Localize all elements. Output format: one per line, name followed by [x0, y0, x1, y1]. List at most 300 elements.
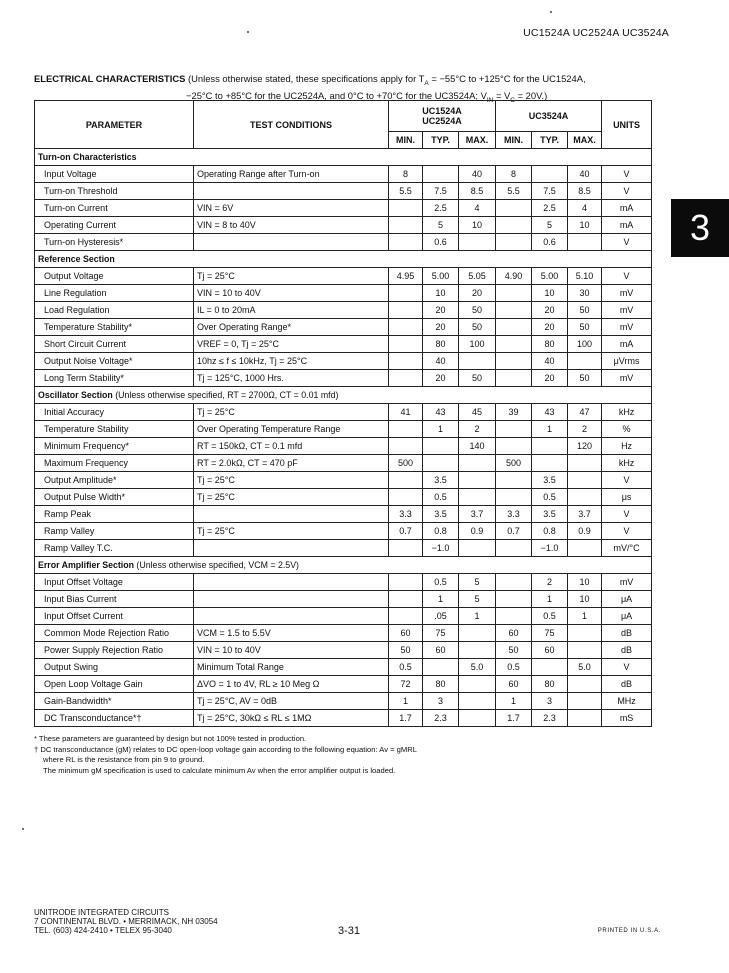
table-row	[35, 608, 652, 625]
footnote-gm: The minimum gM specification is used to calculate minimum Av when the error amplifier output is loaded.	[43, 765, 396, 775]
value-cell: 3.5	[532, 506, 568, 523]
value-cell: 80	[423, 676, 459, 693]
units-cell: μA	[602, 591, 652, 608]
value-cell	[389, 472, 423, 489]
value-cell: 40	[459, 166, 496, 183]
value-cell	[496, 200, 532, 217]
printed-in: PRINTED IN U.S.A.	[597, 928, 661, 934]
value-cell: 50	[389, 642, 423, 659]
parameter-cell: Maximum Frequency	[35, 455, 194, 472]
parameter-cell: Temperature Stability*	[35, 319, 194, 336]
value-cell	[496, 591, 532, 608]
value-cell: 45	[459, 404, 496, 421]
value-cell: 10	[568, 574, 602, 591]
value-cell	[568, 472, 602, 489]
value-cell: 10	[568, 217, 602, 234]
section-header-row	[35, 149, 652, 166]
value-cell: 2	[568, 421, 602, 438]
units-cell: Hz	[602, 438, 652, 455]
parameter-cell: Operating Current	[35, 217, 194, 234]
table-row	[35, 472, 652, 489]
value-cell: 20	[423, 319, 459, 336]
footnotes	[34, 734, 417, 776]
value-cell: 50	[568, 302, 602, 319]
value-cell	[389, 200, 423, 217]
value-cell: 50	[496, 642, 532, 659]
value-cell: 20	[532, 302, 568, 319]
value-cell: 1.7	[496, 710, 532, 727]
value-cell: 50	[568, 370, 602, 387]
parameter-cell: Input Bias Current	[35, 591, 194, 608]
value-cell: 1	[568, 608, 602, 625]
value-cell: 0.9	[568, 523, 602, 540]
section-title: Oscillator Section (Unless otherwise specified, RT = 2700Ω, CT = 0.01 mfd)	[35, 387, 652, 404]
header-parameter: PARAMETER	[35, 101, 194, 149]
parameter-cell: Turn-on Current	[35, 200, 194, 217]
table-row	[35, 710, 652, 727]
value-cell	[423, 659, 459, 676]
value-cell: 10	[568, 591, 602, 608]
value-cell: 5	[532, 217, 568, 234]
value-cell: 10	[532, 285, 568, 302]
units-cell: mA	[602, 200, 652, 217]
value-cell: 7.5	[532, 183, 568, 200]
value-cell	[568, 693, 602, 710]
value-cell: 50	[568, 319, 602, 336]
value-cell: 2	[459, 421, 496, 438]
test-condition-cell	[194, 506, 389, 523]
value-cell: 0.5	[423, 489, 459, 506]
table-row	[35, 574, 652, 591]
value-cell	[389, 319, 423, 336]
table-row	[35, 183, 652, 200]
table-row	[35, 523, 652, 540]
units-cell: MHz	[602, 693, 652, 710]
test-condition-cell: Tj = 25°C	[194, 268, 389, 285]
units-cell: mV	[602, 285, 652, 302]
value-cell: 80	[532, 676, 568, 693]
value-cell: 4.95	[389, 268, 423, 285]
units-cell: V	[602, 268, 652, 285]
units-cell: V	[602, 506, 652, 523]
value-cell	[459, 693, 496, 710]
test-condition-cell: VREF = 0, Tj = 25°C	[194, 336, 389, 353]
value-cell: 5.00	[423, 268, 459, 285]
value-cell: 500	[496, 455, 532, 472]
value-cell: 100	[459, 336, 496, 353]
value-cell: 0.8	[532, 523, 568, 540]
table-row	[35, 421, 652, 438]
value-cell	[532, 659, 568, 676]
value-cell	[496, 540, 532, 557]
value-cell: 72	[389, 676, 423, 693]
units-cell: V	[602, 523, 652, 540]
test-condition-cell: Tj = 25°C	[194, 523, 389, 540]
table-row	[35, 540, 652, 557]
value-cell	[532, 438, 568, 455]
test-condition-cell: Tj = 25°C	[194, 404, 389, 421]
value-cell	[389, 574, 423, 591]
value-cell	[389, 217, 423, 234]
value-cell: 3.7	[459, 506, 496, 523]
parameter-cell: Turn-on Threshold	[35, 183, 194, 200]
parameter-cell: Minimum Frequency*	[35, 438, 194, 455]
value-cell	[389, 370, 423, 387]
header-typ: TYP.	[532, 132, 568, 149]
value-cell: 0.9	[459, 523, 496, 540]
parameter-cell: Input Offset Current	[35, 608, 194, 625]
value-cell: 0.5	[532, 608, 568, 625]
value-cell	[568, 353, 602, 370]
value-cell: 3	[532, 693, 568, 710]
value-cell: 8.5	[568, 183, 602, 200]
units-cell: dB	[602, 625, 652, 642]
value-cell: 5.05	[459, 268, 496, 285]
table-row	[35, 217, 652, 234]
table-row	[35, 353, 652, 370]
value-cell	[459, 234, 496, 251]
value-cell: 5.10	[568, 268, 602, 285]
value-cell	[423, 166, 459, 183]
test-condition-cell: RT = 2.0kΩ, CT = 470 pF	[194, 455, 389, 472]
value-cell: 60	[532, 642, 568, 659]
value-cell	[459, 676, 496, 693]
value-cell: 3.5	[423, 506, 459, 523]
units-cell: μs	[602, 489, 652, 506]
value-cell: 4.90	[496, 268, 532, 285]
header-test-conditions: TEST CONDITIONS	[194, 101, 389, 149]
value-cell	[496, 353, 532, 370]
header-max: MAX.	[459, 132, 496, 149]
parameter-cell: DC Transconductance*†	[35, 710, 194, 727]
value-cell: 0.6	[532, 234, 568, 251]
value-cell: 20	[532, 319, 568, 336]
units-cell: mA	[602, 336, 652, 353]
value-cell: 40	[423, 353, 459, 370]
value-cell	[459, 625, 496, 642]
table-row	[35, 642, 652, 659]
value-cell: 5.0	[459, 659, 496, 676]
test-condition-cell: VIN = 10 to 40V	[194, 285, 389, 302]
units-cell: V	[602, 234, 652, 251]
test-condition-cell	[194, 591, 389, 608]
parameter-cell: Gain-Bandwidth*	[35, 693, 194, 710]
units-cell: V	[602, 472, 652, 489]
value-cell: 40	[568, 166, 602, 183]
test-condition-cell	[194, 540, 389, 557]
test-condition-cell: Tj = 125°C, 1000 Hrs.	[194, 370, 389, 387]
value-cell: 20	[423, 302, 459, 319]
parameter-cell: Line Regulation	[35, 285, 194, 302]
value-cell: 50	[459, 370, 496, 387]
units-cell: dB	[602, 642, 652, 659]
value-cell	[568, 625, 602, 642]
value-cell: .05	[423, 608, 459, 625]
parameter-cell: Ramp Valley	[35, 523, 194, 540]
header-uc1524a-uc2524a: UC1524A UC2524A	[389, 101, 496, 132]
value-cell: 5.0	[568, 659, 602, 676]
value-cell: 1	[532, 591, 568, 608]
value-cell: 10	[423, 285, 459, 302]
units-cell: mV	[602, 319, 652, 336]
value-cell	[496, 489, 532, 506]
table-row	[35, 302, 652, 319]
value-cell: 60	[496, 676, 532, 693]
value-cell: 5.5	[389, 183, 423, 200]
value-cell: 20	[532, 370, 568, 387]
value-cell	[423, 455, 459, 472]
test-condition-cell: VIN = 6V	[194, 200, 389, 217]
test-condition-cell: Minimum Total Range	[194, 659, 389, 676]
units-cell: mS	[602, 710, 652, 727]
header-min: MIN.	[389, 132, 423, 149]
value-cell: 80	[423, 336, 459, 353]
value-cell: 47	[568, 404, 602, 421]
test-condition-cell: Operating Range after Turn-on	[194, 166, 389, 183]
test-condition-cell: Tj = 25°C, 30kΩ ≤ RL ≤ 1MΩ	[194, 710, 389, 727]
value-cell: 0.5	[532, 489, 568, 506]
value-cell: 2.5	[532, 200, 568, 217]
value-cell	[459, 455, 496, 472]
units-cell: V	[602, 166, 652, 183]
value-cell: 80	[532, 336, 568, 353]
value-cell: 100	[568, 336, 602, 353]
test-condition-cell	[194, 574, 389, 591]
value-cell: 2.3	[423, 710, 459, 727]
units-cell: V	[602, 659, 652, 676]
value-cell	[568, 234, 602, 251]
specs-table	[34, 100, 652, 727]
value-cell: 30	[568, 285, 602, 302]
test-condition-cell: VIN = 8 to 40V	[194, 217, 389, 234]
page-number: 3-31	[338, 925, 361, 937]
table-row	[35, 489, 652, 506]
value-cell	[496, 319, 532, 336]
test-condition-cell: Over Operating Range*	[194, 319, 389, 336]
footnote-rl: where RL is the resistance from pin 9 to ground.	[43, 755, 205, 764]
value-cell	[532, 166, 568, 183]
units-cell: mV	[602, 370, 652, 387]
parameter-cell: Input Offset Voltage	[35, 574, 194, 591]
value-cell: 50	[459, 319, 496, 336]
value-cell	[496, 336, 532, 353]
units-cell: μVrms	[602, 353, 652, 370]
value-cell	[496, 285, 532, 302]
header-typ: TYP.	[423, 132, 459, 149]
parameter-cell: Long Term Stability*	[35, 370, 194, 387]
section-header-row	[35, 251, 652, 268]
test-condition-cell: Tj = 25°C	[194, 472, 389, 489]
value-cell: 3.7	[568, 506, 602, 523]
test-condition-cell: Over Operating Temperature Range	[194, 421, 389, 438]
table-row	[35, 336, 652, 353]
value-cell: 39	[496, 404, 532, 421]
table-row	[35, 659, 652, 676]
parameter-cell: Output Pulse Width*	[35, 489, 194, 506]
parameter-cell: Short Circuit Current	[35, 336, 194, 353]
test-condition-cell: 10hz ≤ f ≤ 10kHz, Tj = 25°C	[194, 353, 389, 370]
value-cell	[496, 370, 532, 387]
table-row	[35, 200, 652, 217]
value-cell	[389, 489, 423, 506]
parameter-cell: Output Swing	[35, 659, 194, 676]
value-cell: 3.3	[496, 506, 532, 523]
value-cell: 75	[423, 625, 459, 642]
table-row	[35, 234, 652, 251]
value-cell: 8.5	[459, 183, 496, 200]
table-row	[35, 370, 652, 387]
test-condition-cell	[194, 234, 389, 251]
header-max: MAX.	[568, 132, 602, 149]
value-cell: 1.7	[389, 710, 423, 727]
value-cell: 1	[423, 421, 459, 438]
value-cell: 20	[423, 370, 459, 387]
footnote-design: * These parameters are guaranteed by design but not 100% tested in production.	[34, 734, 307, 743]
value-cell	[389, 540, 423, 557]
footer-company: UNITRODE INTEGRATED CIRCUITS	[34, 908, 169, 917]
units-cell: mV	[602, 302, 652, 319]
value-cell: 140	[459, 438, 496, 455]
value-cell: 8	[496, 166, 532, 183]
value-cell: 8	[389, 166, 423, 183]
test-condition-cell: RT = 150kΩ, CT = 0.1 mfd	[194, 438, 389, 455]
table-row	[35, 455, 652, 472]
value-cell	[532, 455, 568, 472]
parameter-cell: Common Mode Rejection Ratio	[35, 625, 194, 642]
parameter-cell: Turn-on Hysteresis*	[35, 234, 194, 251]
value-cell	[389, 234, 423, 251]
value-cell: 120	[568, 438, 602, 455]
units-cell: mV/°C	[602, 540, 652, 557]
table-row	[35, 285, 652, 302]
value-cell	[389, 302, 423, 319]
value-cell: 5	[459, 591, 496, 608]
section-header-row	[35, 557, 652, 574]
test-condition-cell: Tj = 25°C, AV = 0dB	[194, 693, 389, 710]
value-cell: 1	[459, 608, 496, 625]
value-cell	[496, 608, 532, 625]
speck	[550, 11, 552, 13]
value-cell: 5	[459, 574, 496, 591]
value-cell	[459, 710, 496, 727]
value-cell	[389, 608, 423, 625]
units-cell: dB	[602, 676, 652, 693]
value-cell	[459, 642, 496, 659]
value-cell: 3	[423, 693, 459, 710]
value-cell	[568, 455, 602, 472]
table-row	[35, 676, 652, 693]
electrical-characteristics-title: ELECTRICAL CHARACTERISTICS (Unless otherwise stated, these specifications apply for $T_A = -55^\circ C$ to +125°C for the UC1524A, −25°C to +85°C for the UC2524A, and 0°C to +70°C for the UC3524A; $V_{IN} = V_C = 20V$.)	[34, 73, 586, 104]
specs-table-body	[35, 149, 652, 727]
value-cell: 1	[389, 693, 423, 710]
value-cell	[389, 336, 423, 353]
parameter-cell: Output Amplitude*	[35, 472, 194, 489]
header-uc3524a: UC3524A	[496, 101, 602, 132]
value-cell: 2.3	[532, 710, 568, 727]
value-cell	[389, 285, 423, 302]
units-cell: kHz	[602, 455, 652, 472]
value-cell: 40	[532, 353, 568, 370]
value-cell: 7.5	[423, 183, 459, 200]
table-row	[35, 319, 652, 336]
table-row	[35, 506, 652, 523]
value-cell: 0.5	[389, 659, 423, 676]
table-row	[35, 166, 652, 183]
test-condition-cell: ΔVO = 1 to 4V, RL ≥ 10 Meg Ω	[194, 676, 389, 693]
header-min: MIN.	[496, 132, 532, 149]
value-cell	[568, 540, 602, 557]
value-cell	[568, 710, 602, 727]
speck	[22, 828, 24, 830]
value-cell: 5.5	[496, 183, 532, 200]
part-numbers-header: UC1524A UC2524A UC3524A	[523, 27, 669, 39]
value-cell	[389, 591, 423, 608]
section-title: Reference Section	[35, 251, 652, 268]
value-cell: 43	[532, 404, 568, 421]
value-cell: 10	[459, 217, 496, 234]
table-row	[35, 625, 652, 642]
parameter-cell: Ramp Valley T.C.	[35, 540, 194, 557]
value-cell: 75	[532, 625, 568, 642]
value-cell: 0.7	[496, 523, 532, 540]
footer-street: 7 CONTINENTAL BLVD. • MERRIMACK, NH 03054	[34, 917, 218, 926]
value-cell	[568, 676, 602, 693]
value-cell: 5	[423, 217, 459, 234]
units-cell: kHz	[602, 404, 652, 421]
value-cell: 1	[496, 693, 532, 710]
value-cell: 60	[423, 642, 459, 659]
value-cell	[423, 438, 459, 455]
test-condition-cell	[194, 183, 389, 200]
value-cell: 41	[389, 404, 423, 421]
units-cell: mA	[602, 217, 652, 234]
value-cell	[459, 472, 496, 489]
value-cell: 0.6	[423, 234, 459, 251]
test-condition-cell: IL = 0 to 20mA	[194, 302, 389, 319]
value-cell	[389, 353, 423, 370]
table-row	[35, 693, 652, 710]
section-header-row	[35, 387, 652, 404]
parameter-cell: Temperature Stability	[35, 421, 194, 438]
value-cell: 50	[459, 302, 496, 319]
parameter-cell: Input Voltage	[35, 166, 194, 183]
value-cell: 0.5	[423, 574, 459, 591]
speck	[247, 31, 249, 33]
value-cell: 1	[423, 591, 459, 608]
value-cell: 3.5	[532, 472, 568, 489]
value-cell	[496, 217, 532, 234]
value-cell	[459, 489, 496, 506]
section-title: Turn-on Characteristics	[35, 149, 652, 166]
table-row	[35, 404, 652, 421]
value-cell	[496, 472, 532, 489]
units-cell: μA	[602, 608, 652, 625]
section-tab: 3	[671, 199, 729, 257]
units-cell: mV	[602, 574, 652, 591]
value-cell: 60	[389, 625, 423, 642]
test-condition-cell	[194, 608, 389, 625]
value-cell: 4	[568, 200, 602, 217]
value-cell: 2.5	[423, 200, 459, 217]
table-row	[35, 268, 652, 285]
units-cell: %	[602, 421, 652, 438]
units-cell: V	[602, 183, 652, 200]
value-cell: 500	[389, 455, 423, 472]
value-cell: 20	[459, 285, 496, 302]
test-condition-cell: VCM = 1.5 to 5.5V	[194, 625, 389, 642]
test-condition-cell: VIN = 10 to 40V	[194, 642, 389, 659]
table-row	[35, 438, 652, 455]
